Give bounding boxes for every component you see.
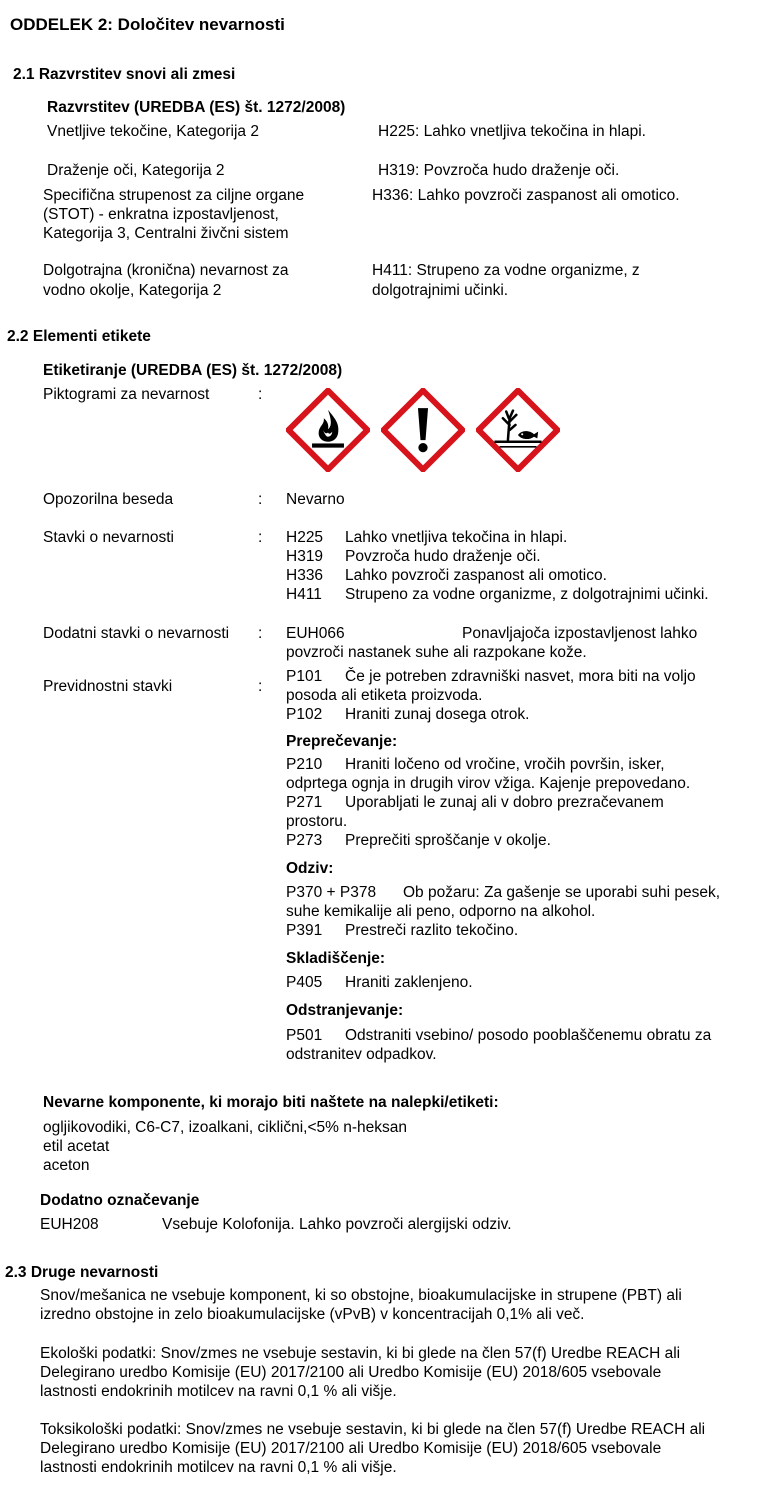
colon: : — [258, 678, 263, 695]
p-code: P101 — [286, 668, 323, 685]
hazard-statement: H336: Lahko povzroči zaspanost ali omotico. — [372, 187, 680, 204]
disposal-heading: Odstranjevanje: — [286, 1002, 404, 1019]
hazard-statement: H319: Povzroča hudo draženje oči. — [378, 162, 620, 179]
additional-labelling-heading: Dodatno označevanje — [40, 1192, 200, 1209]
p-code: P405 — [286, 974, 323, 991]
p-code: P501 — [286, 1027, 323, 1044]
colon: : — [258, 625, 263, 642]
paragraph-line: Snov/mešanica ne vsebuje komponent, ki so obstojne, bioakumulacijske in strupene (PBT) ali — [40, 1287, 682, 1304]
prevention-heading: Preprečevanje: — [286, 733, 398, 750]
additional-text: Vsebuje Kolofonija. Lahko povzroči alergijski odziv. — [162, 1216, 512, 1233]
paragraph-line: lastnosti endokrinih motilcev na ravni 0,1 % ali višje. — [40, 1383, 397, 1400]
environment-pictogram — [476, 388, 560, 472]
flame-pictogram — [286, 388, 370, 472]
classification-text: Vnetljive tekočine, Kategorija 2 — [47, 123, 259, 140]
p-text: Preprečiti sproščanje v okolje. — [345, 832, 551, 849]
p-code: P210 — [286, 756, 323, 773]
signal-word-label: Opozorilna beseda — [43, 491, 174, 508]
p-code: P391 — [286, 922, 323, 939]
section-title: ODDELEK 2: Določitev nevarnosti — [10, 15, 285, 34]
hazard-code: H225 — [286, 529, 324, 546]
component-item: aceton — [43, 1157, 90, 1174]
response-heading: Odziv: — [286, 860, 334, 877]
additional-code: EUH208 — [40, 1216, 99, 1233]
p-code: P370 + P378 — [286, 884, 377, 901]
component-item: ogljikovodiki, C6-C7, izoalkani, ciklični,<5% n-heksan — [43, 1119, 407, 1136]
colon: : — [258, 529, 263, 546]
hazard-text: Strupeno za vodne organizme, z dolgotrajnimi učinki. — [345, 586, 709, 603]
p-text: Hraniti zunaj dosega otrok. — [345, 706, 530, 723]
extra-hazard-text: povzroči nastanek suhe ali razpokane kože. — [286, 644, 587, 661]
labelling-subheading: Etiketiranje (UREDBA (ES) št. 1272/2008) — [43, 362, 343, 379]
p-text: Hraniti ločeno od vročine, vročih površin, isker, — [345, 756, 665, 773]
paragraph-line: Delegirano uredbo Komisije (EU) 2017/2100 ali Uredbo Komisije (EU) 2018/605 vsebovale — [40, 1364, 662, 1381]
colon: : — [258, 386, 263, 403]
extra-hazard-text: Ponavljajoča izpostavljenost lahko — [462, 625, 698, 642]
p-text: prostoru. — [286, 813, 348, 830]
component-item: etil acetat — [43, 1138, 110, 1155]
p-text: Uporabljati le zunaj ali v dobro prezračevanem — [345, 794, 664, 811]
paragraph-line: Delegirano uredbo Komisije (EU) 2017/2100 ali Uredbo Komisije (EU) 2018/605 vsebovale — [40, 1440, 662, 1457]
classification-text: Kategorija 3, Centralni živčni sistem — [43, 225, 289, 242]
components-heading: Nevarne komponente, ki morajo biti naštete na nalepki/etiketi: — [43, 1094, 499, 1111]
hazard-code: H319 — [286, 548, 324, 565]
classification-text: Specifična strupenost za ciljne organe — [43, 187, 305, 204]
hazard-statement: H411: Strupeno za vodne organizme, z — [372, 262, 640, 279]
hazard-code: H411 — [286, 586, 322, 603]
paragraph-line: izredno obstojne in zelo bioakumulacijske (vPvB) v koncentracijah 0,1% ali več. — [40, 1306, 585, 1323]
p-text: Če je potreben zdravniški nasvet, mora biti na voljo — [345, 668, 696, 685]
p-code: P102 — [286, 706, 323, 723]
section-2-2-heading: 2.2 Elementi etikete — [7, 328, 151, 345]
paragraph-line: lastnosti endokrinih motilcev na ravni 0,1 % ali višje. — [40, 1459, 397, 1476]
p-text: odprtega ognja in drugih virov vžiga. Kajenje prepovedano. — [286, 775, 691, 792]
hazard-text: Povzroča hudo draženje oči. — [345, 548, 541, 565]
extra-hazard-label: Dodatni stavki o nevarnosti — [43, 625, 230, 642]
section-2-1-heading: 2.1 Razvrstitev snovi ali zmesi — [13, 66, 236, 83]
p-text: Odstraniti vsebino/ posodo pooblaščenemu obratu za — [345, 1027, 712, 1044]
classification-text: vodno okolje, Kategorija 2 — [43, 282, 222, 299]
p-text: odstranitev odpadkov. — [286, 1046, 437, 1063]
hazard-statement: H225: Lahko vnetljiva tekočina in hlapi. — [378, 123, 646, 140]
classification-text: Draženje oči, Kategorija 2 — [47, 162, 225, 179]
p-code: P271 — [286, 794, 323, 811]
paragraph-line: Ekološki podatki: Snov/zmes ne vsebuje sestavin, ki bi glede na člen 57(f) Uredbe REACH ali — [40, 1345, 681, 1362]
classification-subheading: Razvrstitev (UREDBA (ES) št. 1272/2008) — [47, 99, 346, 116]
pictograms-label: Piktogrami za nevarnost — [43, 386, 210, 403]
classification-text: Dolgotrajna (kronična) nevarnost za — [43, 262, 289, 279]
hazard-statement: dolgotrajnimi učinki. — [372, 282, 509, 299]
hazard-statements-label: Stavki o nevarnosti — [43, 529, 174, 546]
p-code: P273 — [286, 832, 323, 849]
storage-heading: Skladiščenje: — [286, 950, 386, 967]
p-text: Ob požaru: Za gašenje se uporabi suhi pesek, — [403, 884, 721, 901]
section-2-3-heading: 2.3 Druge nevarnosti — [5, 1264, 159, 1281]
precautionary-label: Previdnostni stavki — [43, 678, 173, 695]
paragraph-line: Toksikološki podatki: Snov/zmes ne vsebuje sestavin, ki bi glede na člen 57(f) Uredbe REACH ali — [40, 1421, 706, 1438]
signal-word-value: Nevarno — [286, 491, 345, 508]
hazard-text: Lahko vnetljiva tekočina in hlapi. — [345, 529, 568, 546]
p-text: suhe kemikalije ali peno, odporno na alkohol. — [286, 903, 596, 920]
p-text: posoda ali etiketa proizvoda. — [286, 687, 483, 704]
classification-text: (STOT) - enkratna izpostavljenost, — [43, 206, 279, 223]
extra-hazard-code: EUH066 — [286, 625, 345, 642]
p-text: Prestreči razlito tekočino. — [345, 922, 519, 939]
exclamation-pictogram — [381, 388, 465, 472]
p-text: Hraniti zaklenjeno. — [345, 974, 473, 991]
hazard-code: H336 — [286, 567, 324, 584]
colon: : — [258, 491, 263, 508]
hazard-text: Lahko povzroči zaspanost ali omotico. — [345, 567, 607, 584]
